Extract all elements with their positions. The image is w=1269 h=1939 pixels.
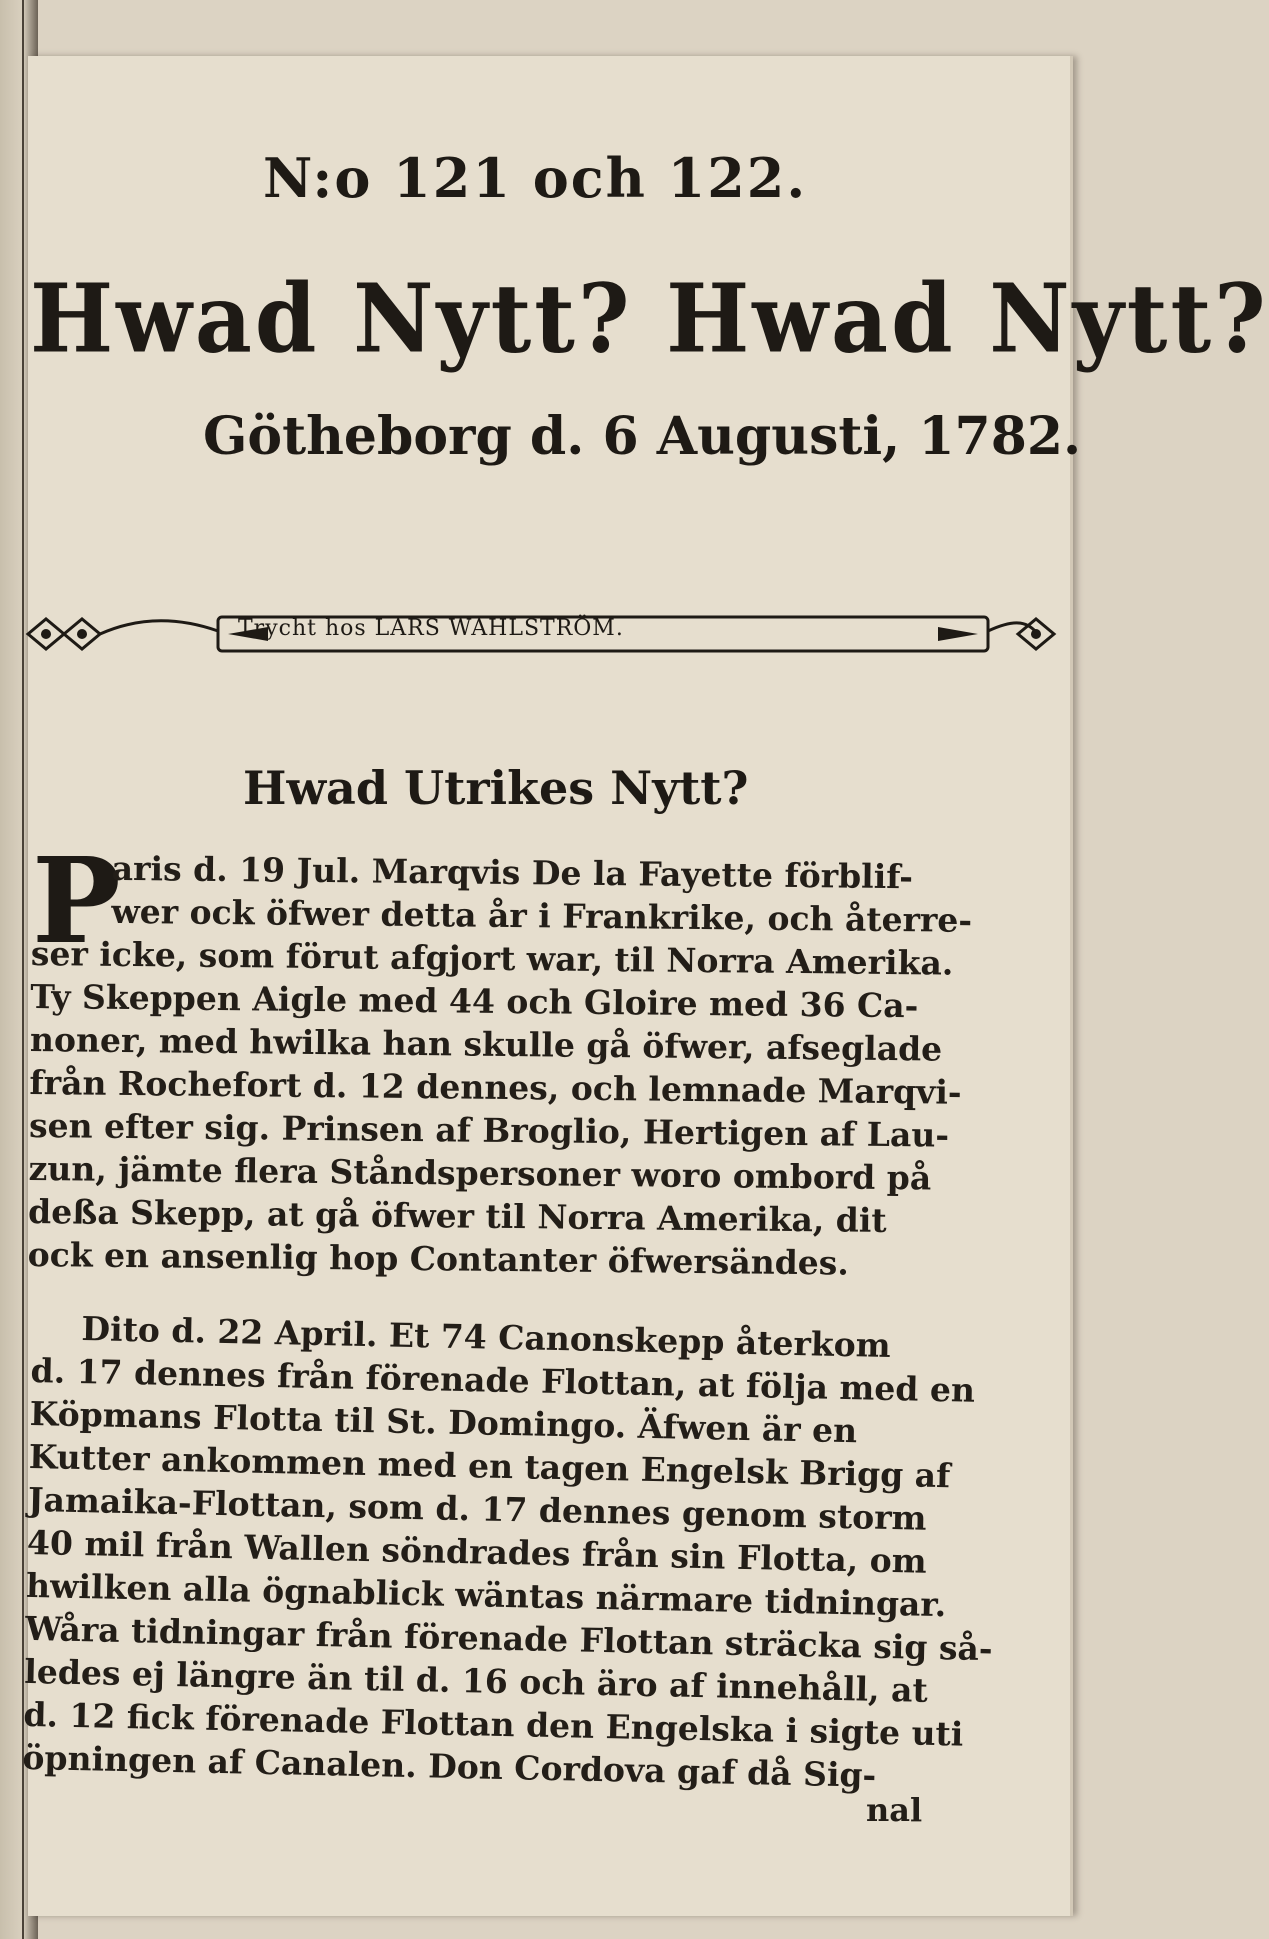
text-line: Dito d. 22 April. Et 74 Canonskepp återkom — [81, 1309, 892, 1365]
rule-dot-3 — [1031, 629, 1041, 639]
newspaper-page — [22, 56, 1269, 1916]
text-line: hwilken alla ögnablick wäntas närmare tidningar. — [25, 1565, 947, 1625]
text-line: zun, jämte flera Ståndspersoner woro ombord på — [28, 1148, 932, 1198]
text-line: Ty Skeppen Aigle med 44 och Gloire med 36 Ca- — [30, 976, 919, 1026]
text-line: Jamaika-Flottan, som d. 17 dennes genom storm — [27, 1479, 927, 1538]
drop-cap: P — [32, 831, 121, 970]
text-line: deßa Skepp, at gå öfwer til Norra Amerika, dit — [27, 1191, 887, 1240]
text-line: ledes ej längre än til d. 16 och äro af innehåll, at — [23, 1651, 929, 1710]
binding-gutter — [22, 0, 24, 1939]
text-line: öpningen af Canalen. Don Cordova gaf då Sig- — [22, 1737, 877, 1795]
issue-number: N:o 121 och 122. — [263, 146, 808, 210]
article-paragraph-2 — [22, 1306, 1042, 1800]
printer-imprint: Trycht hos LARS WAHLSTRÖM. — [238, 616, 624, 641]
text-line: ock en ansenlig hop Contanter öfwersändes. — [27, 1234, 850, 1283]
text-line: ser icke, som förut afgjort war, til Norra Amerika. — [30, 933, 954, 983]
rule-dot-2 — [77, 629, 87, 639]
text-line: d. 12 fick förenade Flottan den Engelska i sigte uti — [23, 1694, 964, 1754]
masthead-title: Hwad Nytt? Hwad Nytt? — [30, 261, 1269, 375]
text-line: från Rochefort d. 12 dennes, och lemnade Marqvi- — [29, 1062, 962, 1112]
text-line: Wåra tidningar från förenade Flottan sträcka sig så- — [24, 1608, 994, 1669]
rule-arrow-right — [938, 627, 978, 641]
rule-dot-1 — [41, 629, 51, 639]
text-line: wer ock öfwer detta år i Frankrike, och återre- — [111, 891, 973, 940]
dateline: Götheborg d. 6 Augusti, 1782. — [203, 406, 1082, 467]
rule-flourish-left — [100, 621, 218, 634]
text-line: sen efter sig. Prinsen af Broglio, Hertigen af Lau- — [28, 1105, 950, 1155]
text-line: noner, med hwilka han skulle gå öfwer, afseglade — [29, 1019, 943, 1069]
text-line: d. 17 dennes från förenade Flottan, at följa med en — [30, 1350, 976, 1410]
text-line: Kutter ankommen med en tagen Engelsk Brigg af — [28, 1436, 951, 1496]
article-paragraph-1 — [27, 846, 1041, 1287]
text-line: 40 mil från Wallen söndrades från sin Flotta, om — [26, 1522, 928, 1581]
section-heading: Hwad Utrikes Nytt? — [243, 761, 749, 815]
text-line: Köpmans Flotta til St. Domingo. Äfwen är en — [29, 1393, 858, 1451]
text-line: aris d. 19 Jul. Marqvis De la Fayette förblif- — [111, 848, 914, 897]
catchword: nal — [866, 1791, 923, 1829]
